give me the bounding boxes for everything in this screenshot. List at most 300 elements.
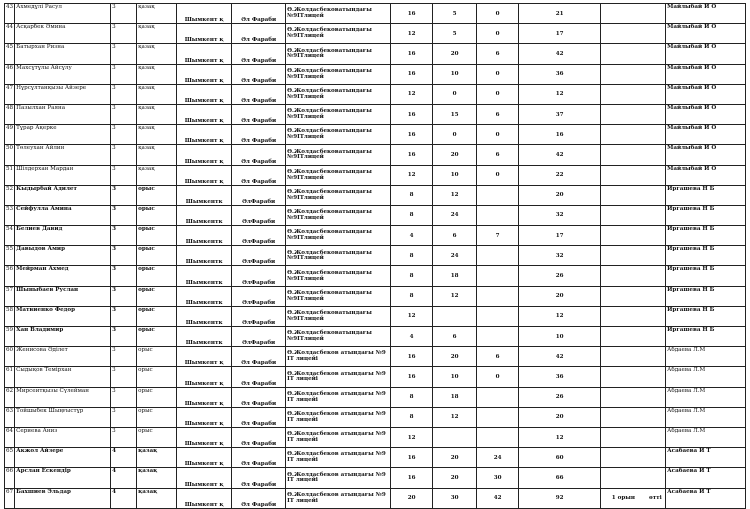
school-cell: Ө.Жолдасбековатындағы №9ІТлицей (286, 104, 391, 124)
score-2-cell: 24 (433, 246, 477, 266)
table-row (5, 226, 746, 246)
table-row (5, 24, 746, 44)
place-cell (601, 367, 646, 387)
award-cell (646, 226, 666, 246)
place-cell (601, 306, 646, 326)
teacher-cell: Иргашева Н Б (666, 205, 746, 225)
score-1-cell: 8 (391, 407, 433, 427)
row-number: 58 (5, 306, 15, 326)
score-2-cell: 20 (433, 145, 477, 165)
city-cell: Шымкент қ (177, 64, 232, 84)
city-cell: Шымкентк (177, 226, 232, 246)
teacher-cell: Иргашева Н Б (666, 266, 746, 286)
row-number: 60 (5, 347, 15, 367)
grade-cell: 4 (111, 468, 137, 488)
award-cell (646, 448, 666, 468)
score-1-cell: 16 (391, 104, 433, 124)
score-3-cell: 30 (477, 468, 519, 488)
score-3-cell: 0 (477, 64, 519, 84)
student-name: Тұрар Ақерке (15, 125, 111, 145)
district-cell: Әл Фараби (232, 448, 286, 468)
grade-cell: 3 (111, 165, 137, 185)
table-row (5, 367, 746, 387)
grade-cell: 3 (111, 306, 137, 326)
school-cell: Ө.Жолдасбековатындағы №9ІТлицей (286, 145, 391, 165)
teacher-cell: Иргашева Н Б (666, 226, 746, 246)
score-3-cell (477, 185, 519, 205)
district-cell: Әл Фараби (232, 427, 286, 447)
place-cell (601, 347, 646, 367)
city-cell: Шымкентк (177, 327, 232, 347)
student-name: Акжол Айзере (15, 448, 111, 468)
total-score-cell: 12 (519, 427, 601, 447)
language-cell: орыс (137, 427, 177, 447)
score-3-cell (477, 205, 519, 225)
award-cell (646, 306, 666, 326)
district-cell: ӘлФараби (232, 266, 286, 286)
school-cell: Ө.Жолдасбековатындағы №9ІТлицей (286, 165, 391, 185)
city-cell: Шымкентк (177, 205, 232, 225)
score-2-cell: 20 (433, 347, 477, 367)
award-cell (646, 347, 666, 367)
school-cell: Ө.Жолдасбековатындағы №9ІТлицей (286, 286, 391, 306)
table-row (5, 448, 746, 468)
grade-cell: 3 (111, 24, 137, 44)
award-cell (646, 84, 666, 104)
student-name: Асқарбек Әмина (15, 24, 111, 44)
award-cell (646, 145, 666, 165)
student-name: Кыдырбай Адилет (15, 185, 111, 205)
language-cell: қазақ (137, 44, 177, 64)
row-number: 51 (5, 165, 15, 185)
grade-cell: 3 (111, 266, 137, 286)
score-1-cell: 12 (391, 427, 433, 447)
district-cell: Әл Фараби (232, 84, 286, 104)
row-number: 47 (5, 84, 15, 104)
score-3-cell: 0 (477, 165, 519, 185)
place-cell (601, 165, 646, 185)
row-number: 67 (5, 488, 15, 508)
row-number: 52 (5, 185, 15, 205)
total-score-cell: 36 (519, 367, 601, 387)
district-cell: Әл Фараби (232, 104, 286, 124)
city-cell: Шымкент қ (177, 84, 232, 104)
score-1-cell: 16 (391, 125, 433, 145)
school-cell: Ө.Жолдасбековатындағы №9ІТлицей (286, 44, 391, 64)
teacher-cell: Асабаева И Т (666, 468, 746, 488)
language-cell: орыс (137, 387, 177, 407)
score-1-cell: 4 (391, 327, 433, 347)
score-1-cell: 16 (391, 64, 433, 84)
teacher-cell: Иргашева Н Б (666, 286, 746, 306)
score-2-cell: 10 (433, 165, 477, 185)
teacher-cell: Майлыбай И О (666, 4, 746, 24)
student-name: Тойшыбек Шыңғыстұр (15, 407, 111, 427)
score-2-cell (433, 427, 477, 447)
teacher-cell: Майлыбай И О (666, 104, 746, 124)
total-score-cell: 60 (519, 448, 601, 468)
grade-cell: 3 (111, 145, 137, 165)
table-row (5, 306, 746, 326)
school-cell: Ө.Жолдасбековатындағы №9ІТлицей (286, 266, 391, 286)
school-cell: Ө.Жолдасбеков атындағы №9 ІТ лицейі (286, 448, 391, 468)
city-cell: Шымкентк (177, 246, 232, 266)
table-row (5, 387, 746, 407)
grade-cell: 3 (111, 367, 137, 387)
score-3-cell (477, 266, 519, 286)
district-cell: ӘлФараби (232, 306, 286, 326)
score-3-cell (477, 306, 519, 326)
score-2-cell (433, 306, 477, 326)
score-3-cell: 6 (477, 347, 519, 367)
student-name: Сейфулла Амина (15, 205, 111, 225)
score-1-cell: 16 (391, 44, 433, 64)
district-cell: Әл Фараби (232, 165, 286, 185)
score-3-cell: 7 (477, 226, 519, 246)
total-score-cell: 10 (519, 327, 601, 347)
place-cell (601, 125, 646, 145)
language-cell: қазақ (137, 488, 177, 508)
award-cell (646, 64, 666, 84)
language-cell: орыс (137, 226, 177, 246)
district-cell: Әл Фараби (232, 407, 286, 427)
teacher-cell: Асабаева И Т (666, 488, 746, 508)
grade-cell: 3 (111, 407, 137, 427)
score-2-cell: 20 (433, 468, 477, 488)
grade-cell: 3 (111, 125, 137, 145)
award-cell (646, 4, 666, 24)
city-cell: Шымкент қ (177, 367, 232, 387)
language-cell: орыс (137, 347, 177, 367)
student-name: Батырхан Ризна (15, 44, 111, 64)
student-name: Хан Владимир (15, 327, 111, 347)
school-cell: Ө.Жолдасбековатындағы №9ІТлицей (286, 185, 391, 205)
district-cell: ӘлФараби (232, 226, 286, 246)
row-number: 62 (5, 387, 15, 407)
school-cell: Ө.Жолдасбековатындағы №9ІТлицей (286, 4, 391, 24)
place-cell (601, 448, 646, 468)
grade-cell: 4 (111, 488, 137, 508)
total-score-cell: 12 (519, 306, 601, 326)
district-cell: Әл Фараби (232, 468, 286, 488)
row-number: 45 (5, 44, 15, 64)
score-2-cell: 12 (433, 407, 477, 427)
score-1-cell: 12 (391, 306, 433, 326)
table-row (5, 205, 746, 225)
city-cell: Шымкент қ (177, 468, 232, 488)
grade-cell: 3 (111, 226, 137, 246)
total-score-cell: 17 (519, 226, 601, 246)
row-number: 55 (5, 246, 15, 266)
table-row (5, 407, 746, 427)
score-1-cell: 12 (391, 24, 433, 44)
city-cell: Шымкент қ (177, 448, 232, 468)
student-name: Нұрсұлтанқызы Айзере (15, 84, 111, 104)
row-number: 50 (5, 145, 15, 165)
teacher-cell: Майлыбай И О (666, 64, 746, 84)
row-number: 44 (5, 24, 15, 44)
table-row (5, 104, 746, 124)
score-1-cell: 12 (391, 165, 433, 185)
score-2-cell: 10 (433, 367, 477, 387)
district-cell: Әл Фараби (232, 367, 286, 387)
total-score-cell: 42 (519, 44, 601, 64)
total-score-cell: 16 (519, 125, 601, 145)
teacher-cell: Асабаева И Т (666, 448, 746, 468)
score-3-cell: 0 (477, 125, 519, 145)
row-number: 59 (5, 327, 15, 347)
score-1-cell: 8 (391, 387, 433, 407)
award-cell (646, 327, 666, 347)
score-3-cell: 0 (477, 24, 519, 44)
place-cell (601, 468, 646, 488)
score-1-cell: 8 (391, 185, 433, 205)
award-cell (646, 367, 666, 387)
award-cell (646, 407, 666, 427)
student-name: Давыдов Амир (15, 246, 111, 266)
teacher-cell: Майлыбай И О (666, 125, 746, 145)
place-cell (601, 4, 646, 24)
score-2-cell: 12 (433, 185, 477, 205)
table-row (5, 165, 746, 185)
language-cell: қазақ (137, 4, 177, 24)
score-3-cell: 6 (477, 44, 519, 64)
language-cell: қазақ (137, 64, 177, 84)
language-cell: қазақ (137, 468, 177, 488)
teacher-cell: Майлыбай И О (666, 24, 746, 44)
school-cell: Ө.Жолдасбеков атындағы №9 ІТ лицейі (286, 468, 391, 488)
school-cell: Ө.Жолдасбеков атындағы №9 ІТ лицейі (286, 407, 391, 427)
place-cell (601, 64, 646, 84)
row-number: 48 (5, 104, 15, 124)
city-cell: Шымкентк (177, 306, 232, 326)
score-3-cell: 0 (477, 4, 519, 24)
language-cell: орыс (137, 407, 177, 427)
language-cell: қазақ (137, 145, 177, 165)
table-row (5, 185, 746, 205)
row-number: 66 (5, 468, 15, 488)
total-score-cell: 21 (519, 4, 601, 24)
place-cell (601, 84, 646, 104)
table-row (5, 64, 746, 84)
student-name: Сыдықов Темірхан (15, 367, 111, 387)
grade-cell: 3 (111, 286, 137, 306)
student-name: Пазылхан Раяна (15, 104, 111, 124)
total-score-cell: 42 (519, 145, 601, 165)
school-cell: Ө.Жолдасбековатындағы №9ІТлицей (286, 205, 391, 225)
grade-cell: 3 (111, 64, 137, 84)
district-cell: Әл Фараби (232, 488, 286, 508)
total-score-cell: 42 (519, 347, 601, 367)
score-3-cell (477, 407, 519, 427)
teacher-cell: Майлыбай И О (666, 44, 746, 64)
table-row (5, 266, 746, 286)
total-score-cell: 17 (519, 24, 601, 44)
district-cell: Әл Фараби (232, 44, 286, 64)
district-cell: Әл Фараби (232, 387, 286, 407)
table-row (5, 4, 746, 24)
place-cell (601, 185, 646, 205)
school-cell: Ө.Жолдасбековатындағы №9ІТлицей (286, 327, 391, 347)
score-1-cell: 12 (391, 84, 433, 104)
score-2-cell: 15 (433, 104, 477, 124)
score-2-cell: 12 (433, 286, 477, 306)
student-name: Ахмедұлі Расул (15, 4, 111, 24)
total-score-cell: 32 (519, 205, 601, 225)
city-cell: Шымкент қ (177, 104, 232, 124)
award-cell (646, 205, 666, 225)
place-cell (601, 387, 646, 407)
score-1-cell: 8 (391, 205, 433, 225)
teacher-cell: Абдаева Л.М (666, 407, 746, 427)
grade-cell: 3 (111, 427, 137, 447)
score-3-cell (477, 286, 519, 306)
grade-cell: 4 (111, 448, 137, 468)
row-number: 49 (5, 125, 15, 145)
table-row (5, 44, 746, 64)
table-row (5, 327, 746, 347)
student-name: Арслан Ескендір (15, 468, 111, 488)
district-cell: ӘлФараби (232, 246, 286, 266)
score-2-cell: 20 (433, 448, 477, 468)
score-1-cell: 16 (391, 145, 433, 165)
score-1-cell: 16 (391, 347, 433, 367)
award-cell (646, 104, 666, 124)
row-number: 61 (5, 367, 15, 387)
language-cell: орыс (137, 286, 177, 306)
table-row (5, 427, 746, 447)
language-cell: қазақ (137, 165, 177, 185)
row-number: 54 (5, 226, 15, 246)
district-cell: ӘлФараби (232, 286, 286, 306)
score-1-cell: 16 (391, 468, 433, 488)
score-3-cell (477, 387, 519, 407)
award-cell: өтті (646, 488, 666, 508)
award-cell (646, 266, 666, 286)
place-cell (601, 226, 646, 246)
teacher-cell: Абдаева Л.М (666, 387, 746, 407)
student-name: Бахшиев Эльдар (15, 488, 111, 508)
row-number: 63 (5, 407, 15, 427)
score-2-cell: 0 (433, 125, 477, 145)
city-cell: Шымкент қ (177, 4, 232, 24)
place-cell (601, 24, 646, 44)
school-cell: Ө.Жолдасбековатындағы №9ІТлицей (286, 84, 391, 104)
score-3-cell (477, 246, 519, 266)
school-cell: Ө.Жолдасбековатындағы №9ІТлицей (286, 64, 391, 84)
score-2-cell: 18 (433, 387, 477, 407)
student-name: Махсұтұлы Айсұлу (15, 64, 111, 84)
student-name: Матвиенко Федор (15, 306, 111, 326)
grade-cell: 3 (111, 327, 137, 347)
school-cell: Ө.Жолдасбековатындағы №9ІТлицей (286, 246, 391, 266)
grade-cell: 3 (111, 84, 137, 104)
table-row (5, 468, 746, 488)
results-table (4, 3, 746, 509)
language-cell: орыс (137, 266, 177, 286)
district-cell: Әл Фараби (232, 125, 286, 145)
score-1-cell: 16 (391, 367, 433, 387)
row-number: 57 (5, 286, 15, 306)
student-name: Белиев Давид (15, 226, 111, 246)
score-2-cell: 5 (433, 24, 477, 44)
place-cell: 1 орын (601, 488, 646, 508)
city-cell: Шымкент қ (177, 387, 232, 407)
score-2-cell: 10 (433, 64, 477, 84)
teacher-cell: Иргашева Н Б (666, 185, 746, 205)
place-cell (601, 266, 646, 286)
score-2-cell: 6 (433, 327, 477, 347)
table-row (5, 286, 746, 306)
language-cell: қазақ (137, 125, 177, 145)
place-cell (601, 246, 646, 266)
score-1-cell: 8 (391, 246, 433, 266)
language-cell: орыс (137, 367, 177, 387)
place-cell (601, 44, 646, 64)
table-row (5, 246, 746, 266)
table-row (5, 347, 746, 367)
total-score-cell: 92 (519, 488, 601, 508)
total-score-cell: 66 (519, 468, 601, 488)
total-score-cell: 37 (519, 104, 601, 124)
award-cell (646, 185, 666, 205)
district-cell: ӘлФараби (232, 185, 286, 205)
grade-cell: 3 (111, 387, 137, 407)
table-row (5, 488, 746, 508)
language-cell: қазақ (137, 448, 177, 468)
total-score-cell: 12 (519, 84, 601, 104)
score-3-cell: 0 (477, 84, 519, 104)
city-cell: Шымкент қ (177, 145, 232, 165)
grade-cell: 3 (111, 205, 137, 225)
place-cell (601, 286, 646, 306)
score-3-cell: 6 (477, 145, 519, 165)
language-cell: қазақ (137, 104, 177, 124)
total-score-cell: 20 (519, 286, 601, 306)
city-cell: Шымкентк (177, 185, 232, 205)
score-3-cell (477, 327, 519, 347)
district-cell: Әл Фараби (232, 4, 286, 24)
teacher-cell: Иргашева Н Б (666, 246, 746, 266)
table-row (5, 84, 746, 104)
language-cell: орыс (137, 327, 177, 347)
language-cell: орыс (137, 246, 177, 266)
row-number: 43 (5, 4, 15, 24)
teacher-cell: Майлыбай И О (666, 145, 746, 165)
results-table-body (5, 4, 746, 509)
student-name: Сериева Аниз (15, 427, 111, 447)
city-cell: Шымкент қ (177, 347, 232, 367)
teacher-cell: Абдаева Л.М (666, 347, 746, 367)
award-cell (646, 125, 666, 145)
award-cell (646, 427, 666, 447)
district-cell: ӘлФараби (232, 205, 286, 225)
place-cell (601, 327, 646, 347)
school-cell: Ө.Жолдасбеков атындағы №9 ІТ лицейі (286, 488, 391, 508)
language-cell: орыс (137, 185, 177, 205)
city-cell: Шымкентк (177, 286, 232, 306)
score-3-cell (477, 427, 519, 447)
grade-cell: 3 (111, 347, 137, 367)
score-2-cell: 0 (433, 84, 477, 104)
school-cell: Ө.Жолдасбеков атындағы №9 ІТ лицейі (286, 387, 391, 407)
school-cell: Ө.Жолдасбековатындағы №9ІТлицей (286, 125, 391, 145)
row-number: 56 (5, 266, 15, 286)
score-2-cell: 30 (433, 488, 477, 508)
score-1-cell: 20 (391, 488, 433, 508)
place-cell (601, 104, 646, 124)
award-cell (646, 44, 666, 64)
